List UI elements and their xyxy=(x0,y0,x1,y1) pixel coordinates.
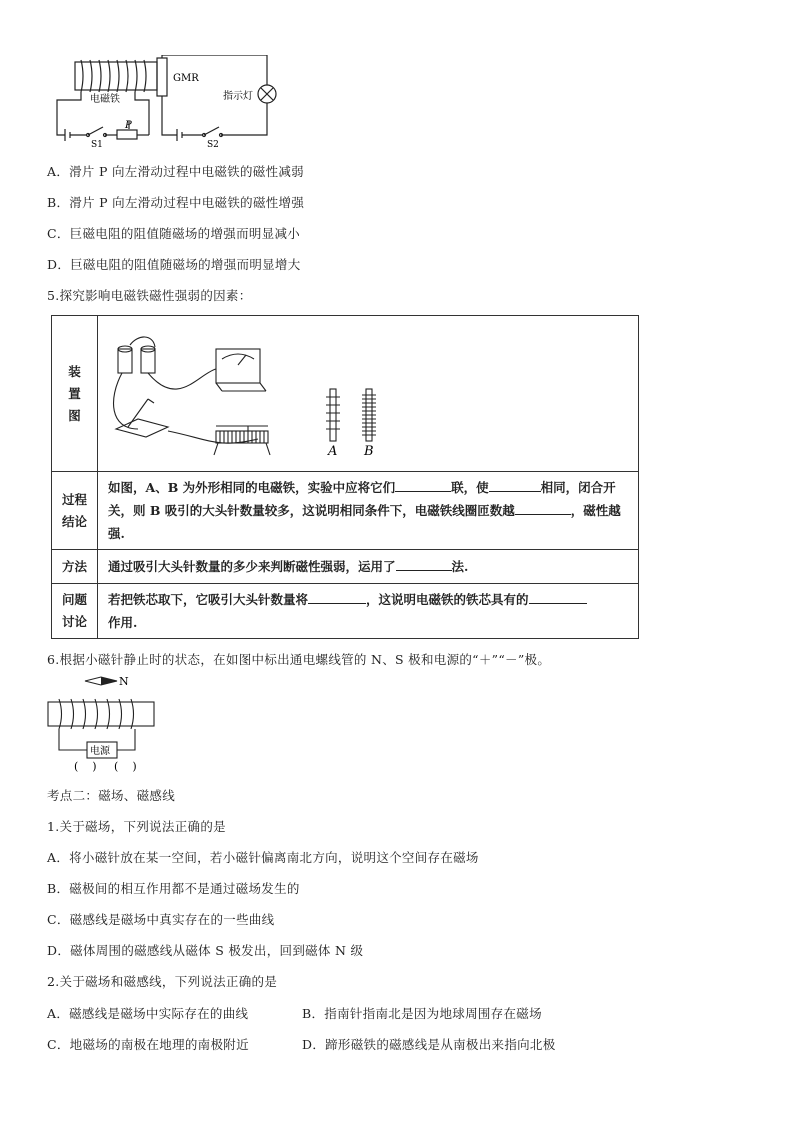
q1-option-a: A．将小磁针放在某一空间，若小磁针偏离南北方向，说明这个空间存在磁场 xyxy=(47,850,479,865)
q1-option-d: D．磁体周围的磁感线从磁体 S 极发出，回到磁体 N 级 xyxy=(47,943,364,958)
q2-option-c: C．地磁场的南极在地理的南极附近 xyxy=(47,1037,249,1052)
label-char: 装 xyxy=(68,363,81,379)
q1-title: 1.关于磁场，下列说法正确的是 xyxy=(47,819,226,834)
label-line: 讨论 xyxy=(61,614,87,629)
q5-title: 5.探究影响电磁铁磁性强弱的因素： xyxy=(47,288,252,303)
circuit-diagram-gmr xyxy=(45,55,285,150)
text-segment: 法. xyxy=(451,559,469,574)
slider-p-label: P xyxy=(125,120,132,131)
q2-option-d: D．蹄形磁铁的磁感线是从南极出来指向北极 xyxy=(302,1037,556,1052)
text-segment: 如图，A、B 为外形相同的电磁铁，实验中应将它们 xyxy=(108,480,396,495)
text-segment: 相同，闭合开关，则 B 吸引的大头针数量较多，这说明相同条件下，电磁铁线圈匝数越 xyxy=(108,480,616,518)
q2-option-a: A．磁感线是磁场中实际存在的曲线 xyxy=(47,1006,249,1021)
electromagnet-label: 电磁铁 xyxy=(90,94,120,105)
q1-option-b: B．磁极间的相互作用都不是通过磁场发生的 xyxy=(47,881,300,896)
label-line: 问题 xyxy=(61,592,87,607)
q2-title: 2.关于磁场和磁感线，下列说法正确的是 xyxy=(47,974,278,989)
text-segment: 若把铁芯取下，它吸引大头针数量将 xyxy=(108,592,309,607)
answer-blank[interactable] xyxy=(529,589,587,604)
pole-brackets: ( ) ( ) xyxy=(74,760,137,773)
answer-blank[interactable] xyxy=(396,556,452,571)
row-label-apparatus xyxy=(52,316,98,472)
label-char: 图 xyxy=(68,407,81,423)
power-label: 电源 xyxy=(90,746,110,757)
switch-s2-label: S2 xyxy=(207,140,219,150)
q1-option-c: C．磁感线是磁场中真实存在的一些曲线 xyxy=(47,912,275,927)
label-a: A xyxy=(328,443,338,459)
label-b: B xyxy=(364,443,374,459)
answer-blank[interactable] xyxy=(395,477,451,492)
process-conclusion-text xyxy=(98,472,639,550)
q4-option-d: D．巨磁电阻的阻值随磁场的增强而明显增大 xyxy=(47,257,301,272)
answer-blank[interactable] xyxy=(515,500,571,515)
switch-s1-label: S1 xyxy=(91,140,103,150)
q4-option-b: B．滑片 P 向左滑动过程中电磁铁的磁性增强 xyxy=(47,195,305,210)
row-label-process xyxy=(52,472,98,550)
apparatus-figure xyxy=(98,319,638,469)
label-line: 结论 xyxy=(61,513,87,529)
text-segment: ，这说明电磁铁的铁芯具有的 xyxy=(366,592,529,607)
solenoid-diagram xyxy=(45,672,165,774)
label-line: 过程 xyxy=(61,491,87,507)
answer-blank[interactable] xyxy=(308,589,366,604)
q2-option-b: B．指南针指南北是因为地球周围存在磁场 xyxy=(302,1006,542,1021)
row-label-method: 方法 xyxy=(52,550,98,584)
discussion-text xyxy=(98,584,639,639)
text-segment: 通过吸引大头针数量的多少来判断磁性强弱，运用了 xyxy=(108,559,396,574)
row-label-discussion xyxy=(52,584,98,639)
q4-option-c: C．巨磁电阻的阻值随磁场的增强而明显减小 xyxy=(47,226,301,241)
section-title: 考点二：磁场、磁感线 xyxy=(47,788,176,803)
label-char: 置 xyxy=(68,385,81,401)
answer-blank[interactable] xyxy=(489,477,541,492)
needle-n-label: N xyxy=(119,675,129,688)
lamp-label: 指示灯 xyxy=(223,91,253,102)
gmr-label: GMR xyxy=(173,73,199,84)
text-segment: ，磁性越强. xyxy=(108,503,621,541)
text-segment: 作用. xyxy=(108,615,138,630)
method-text xyxy=(98,550,639,584)
text-segment: 联，使 xyxy=(451,480,489,495)
q6-title: 6.根据小磁针静止时的状态，在如图中标出通电螺线管的 N、S 极和电源的“＋”“－”极。 xyxy=(47,652,551,667)
q4-option-a: A．滑片 P 向左滑动过程中电磁铁的磁性减弱 xyxy=(47,164,304,179)
q5-experiment-table xyxy=(51,315,639,639)
